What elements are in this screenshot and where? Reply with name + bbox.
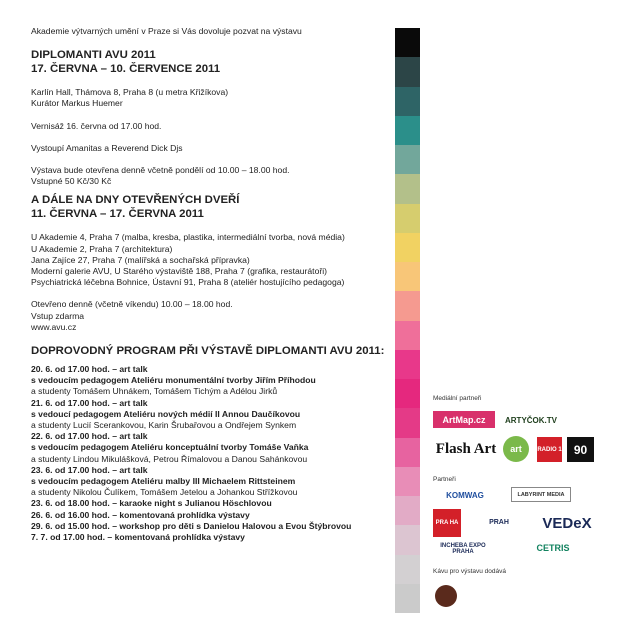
color-swatch: [395, 555, 420, 584]
program-line: s vedoucím pedagogem Ateliéru konceptuální tvorby Tomáše Vaňka: [31, 442, 309, 453]
program-line: a studenty Lucií Scerankovou, Karin Šrubařovou a Ondřejem Synkem: [31, 420, 297, 431]
color-swatch: [395, 291, 420, 320]
color-swatch: [395, 262, 420, 291]
color-swatch: [395, 233, 420, 262]
prazdroj-logo: PRAH: [489, 518, 509, 526]
venue-address: Karlín Hall, Thámova 8, Praha 8 (u metra Křižíkova): [31, 87, 229, 98]
labyrint-logo: LABYRINT MEDIA: [511, 487, 571, 502]
praha-logo: PRA HA: [433, 509, 461, 537]
color-swatch: [395, 379, 420, 408]
program-line: 29. 6. od 15.00 hod. – workshop pro děti s Danielou Halovou a Evou Štýbrovou: [31, 520, 352, 531]
ninety-logo: 90: [567, 437, 594, 462]
exhibition-dates: 17. ČERVNA – 10. ČERVENCE 2011: [31, 63, 221, 76]
program-line: s vedoucím pedagogem Ateliéru monumentální tvorby Jiřím Příhodou: [31, 375, 316, 386]
artycok-logo: ARTYČOK.TV: [505, 415, 557, 425]
color-strip: [395, 28, 420, 613]
program-line: 20. 6. od 17.00 hod. – art talk: [31, 364, 148, 375]
incheba-logo: INCHEBA EXPO PRAHA: [440, 543, 486, 555]
program-title: DOPROVODNÝ PROGRAM PŘI VÝSTAVĚ DIPLOMANTI AVU 2011:: [31, 345, 385, 358]
location-item: Moderní galerie AVU, U Starého výstaviště 188, Praha 7 (grafika, restaurátoři): [31, 266, 327, 277]
color-swatch: [395, 350, 420, 379]
curator: Kurátor Markus Huemer: [31, 98, 123, 109]
color-swatch: [395, 321, 420, 350]
invitation-line: Akademie výtvarných umění v Praze si Vás dovoluje pozvat na výstavu: [31, 26, 302, 36]
coffee-logo-icon: [435, 585, 457, 607]
website-link[interactable]: www.avu.cz: [31, 321, 77, 332]
open-days-admission: Vstup zdarma: [31, 310, 85, 321]
color-swatch: [395, 145, 420, 174]
location-item: Jana Zajíce 27, Praha 7 (malířská a sochařská přípravka): [31, 254, 250, 265]
location-item: U Akademie 2, Praha 7 (architektura): [31, 243, 173, 254]
color-swatch: [395, 408, 420, 437]
location-item: Psychiatrická léčebna Bohnice, Ústavní 91, Praha 8 (ateliér hostujícího pedagoga): [31, 277, 345, 288]
exhibition-title: DIPLOMANTI AVU 2011: [31, 49, 156, 62]
program-line: a studenty Lindou Mikulášková, Petrou Římalovou a Danou Sahánkovou: [31, 453, 308, 464]
program-line: 26. 6. od 16.00 hod. – komentovaná prohlídka výstavy: [31, 509, 250, 520]
color-swatch: [395, 28, 420, 57]
color-swatch: [395, 438, 420, 467]
open-days-title: A DÁLE NA DNY OTEVŘENÝCH DVEŘÍ: [31, 194, 240, 207]
program-line: 21. 6. od 17.00 hod. – art talk: [31, 397, 148, 408]
kommwag-logo: KOMWAG: [446, 491, 484, 500]
program-line: 22. 6. od 17.00 hod. – art talk: [31, 431, 148, 442]
program-list: [31, 364, 391, 543]
program-line: a studenty Nikolou Čulíkem, Tomášem Jetelou a Johankou Střížkovou: [31, 487, 298, 498]
program-line: 7. 7. od 17.00 hod. – komentovaná prohlídka výstavy: [31, 532, 245, 543]
partners-label: Partneři: [433, 476, 456, 483]
performers: Vystoupí Amanitas a Reverend Dick Djs: [31, 142, 183, 153]
media-partners-label: Mediální partneři: [433, 395, 482, 402]
artmap-logo: ArtMap.cz: [433, 411, 495, 428]
color-swatch: [395, 174, 420, 203]
vernissage: Vernisáž 16. června od 17.00 hod.: [31, 120, 162, 131]
invitation-text: [31, 26, 391, 543]
vedex-logo: VEDeX: [542, 514, 592, 532]
exhibition-admission: Vstupné 50 Kč/30 Kč: [31, 176, 112, 187]
cetris-logo: CETRIS: [536, 543, 570, 553]
color-swatch: [395, 116, 420, 145]
open-days-hours: Otevřeno denně (včetně víkendu) 10.00 – 18.00 hod.: [31, 299, 233, 310]
coffee-label: Kávu pro výstavu dodává: [433, 568, 506, 575]
program-line: 23. 6. od 17.00 hod. – art talk: [31, 464, 148, 475]
color-swatch: [395, 525, 420, 554]
radio-logo: RADIO 1: [537, 437, 562, 462]
program-line: 23. 6. od 18.00 hod. – karaoke night s Julianou Höschlovou: [31, 498, 272, 509]
exhibition-hours: Výstava bude otevřena denně včetně pondělí od 10.00 – 18.00 hod.: [31, 165, 290, 176]
program-line: s vedoucí pedagogem Ateliéru nových médií II Annou Daučíkovou: [31, 408, 301, 419]
color-swatch: [395, 57, 420, 86]
program-line: s vedoucím pedagogem Ateliéru malby III Michaelem Rittsteinem: [31, 476, 296, 487]
open-days-dates: 11. ČERVNA – 17. ČERVNA 2011: [31, 208, 204, 221]
color-swatch: [395, 584, 420, 613]
flashart-logo: Flash Art: [435, 440, 497, 457]
program-line: a studenty Tomášem Uhnákem, Tomášem Tichým a Adélou Jirků: [31, 386, 278, 397]
color-swatch: [395, 204, 420, 233]
location-item: U Akademie 4, Praha 7 (malba, kresba, plastika, intermediální tvorba, nová média): [31, 232, 345, 243]
color-swatch: [395, 467, 420, 496]
art-antiques-logo: art: [503, 436, 529, 462]
color-swatch: [395, 87, 420, 116]
color-swatch: [395, 496, 420, 525]
